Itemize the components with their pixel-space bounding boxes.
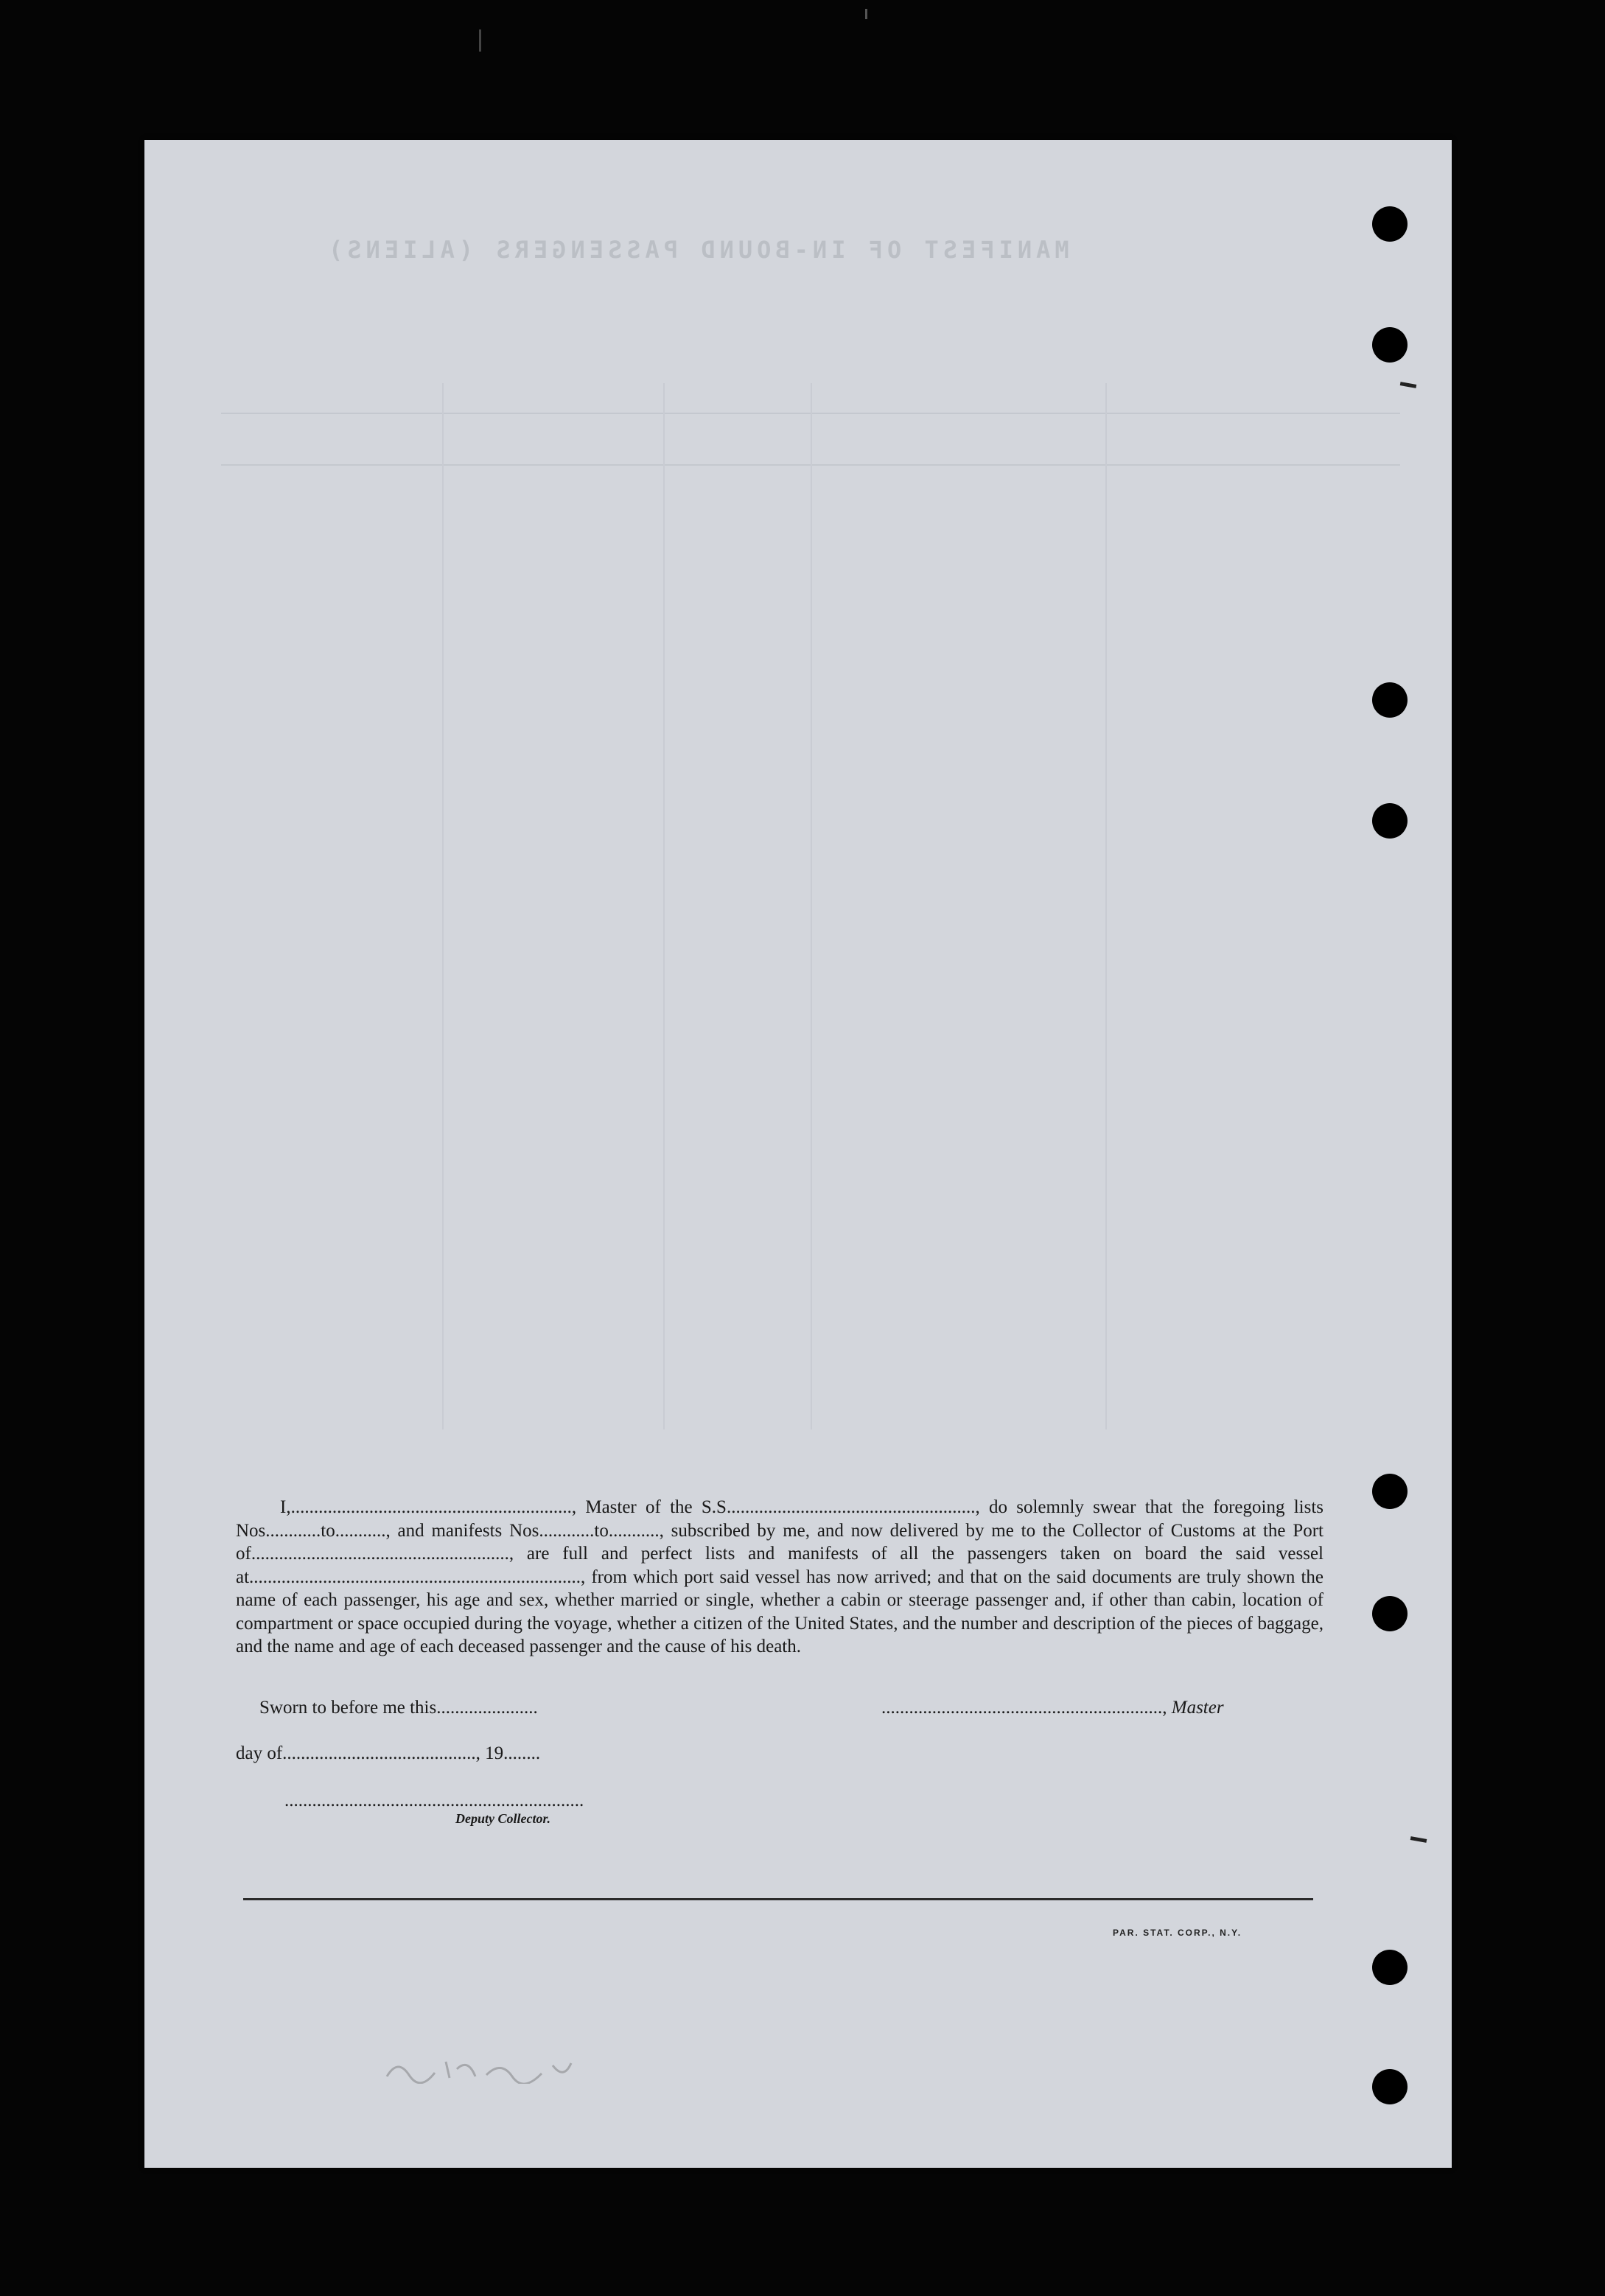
bottom-rule bbox=[243, 1898, 1313, 1900]
sworn-before-line: Sworn to before me this...................... bbox=[259, 1698, 538, 1718]
binder-hole bbox=[1372, 1596, 1408, 1631]
oath-paragraph: I,............................................................., Master of the S.S......................................................, do solemnly swear that the foregoing lists Nos............to..........., and manifests Nos............to..........., subscribed by me, and now delivered by me to the Collector of Customs at the Port of........................................................, are full and perfect lists and manifests of all the passengers taken on board the said vessel at........................................................................, from which port said vessel has now arrived; and that on the said documents are truly shown the name of each passenger, his age and sex, whether married or single, whether a cabin or steerage passenger and, if other than cabin, location of compartment or space occupied during the voyage, whether a citizen of the United States, and the number and description of the pieces of baggage, and the name and age of each deceased passenger and the cause of his death. bbox=[236, 1497, 1323, 1656]
scan-artifact bbox=[865, 9, 867, 19]
deputy-collector-label: Deputy Collector. bbox=[455, 1811, 550, 1826]
deputy-signature-line: ................................................................. bbox=[284, 1791, 584, 1810]
binder-hole bbox=[1372, 1950, 1408, 1985]
day-of-line: day of.........................................., 19........ bbox=[236, 1743, 541, 1763]
binder-hole bbox=[1372, 803, 1408, 839]
ghost-column bbox=[442, 383, 444, 1429]
scan-artifact bbox=[479, 29, 481, 52]
binder-hole bbox=[1372, 327, 1408, 363]
master-label: Master bbox=[1171, 1698, 1224, 1718]
master-signature-line bbox=[881, 1698, 1224, 1718]
master-dots: ............................................................., bbox=[881, 1698, 1167, 1718]
printer-mark: PAR. STAT. CORP., N.Y. bbox=[1113, 1928, 1242, 1938]
binder-hole bbox=[1372, 1474, 1408, 1509]
manifest-page bbox=[144, 140, 1452, 2168]
ghost-column bbox=[811, 383, 812, 1429]
faint-handwriting bbox=[383, 2054, 575, 2084]
binder-hole bbox=[1372, 206, 1408, 242]
binder-hole bbox=[1372, 682, 1408, 718]
binder-hole bbox=[1372, 2069, 1408, 2104]
ghost-column bbox=[1105, 383, 1107, 1429]
bleed-through-title: MANIFEST OF IN-BOUND PASSENGERS (ALIENS) bbox=[324, 236, 1069, 264]
ghost-column bbox=[663, 383, 665, 1429]
